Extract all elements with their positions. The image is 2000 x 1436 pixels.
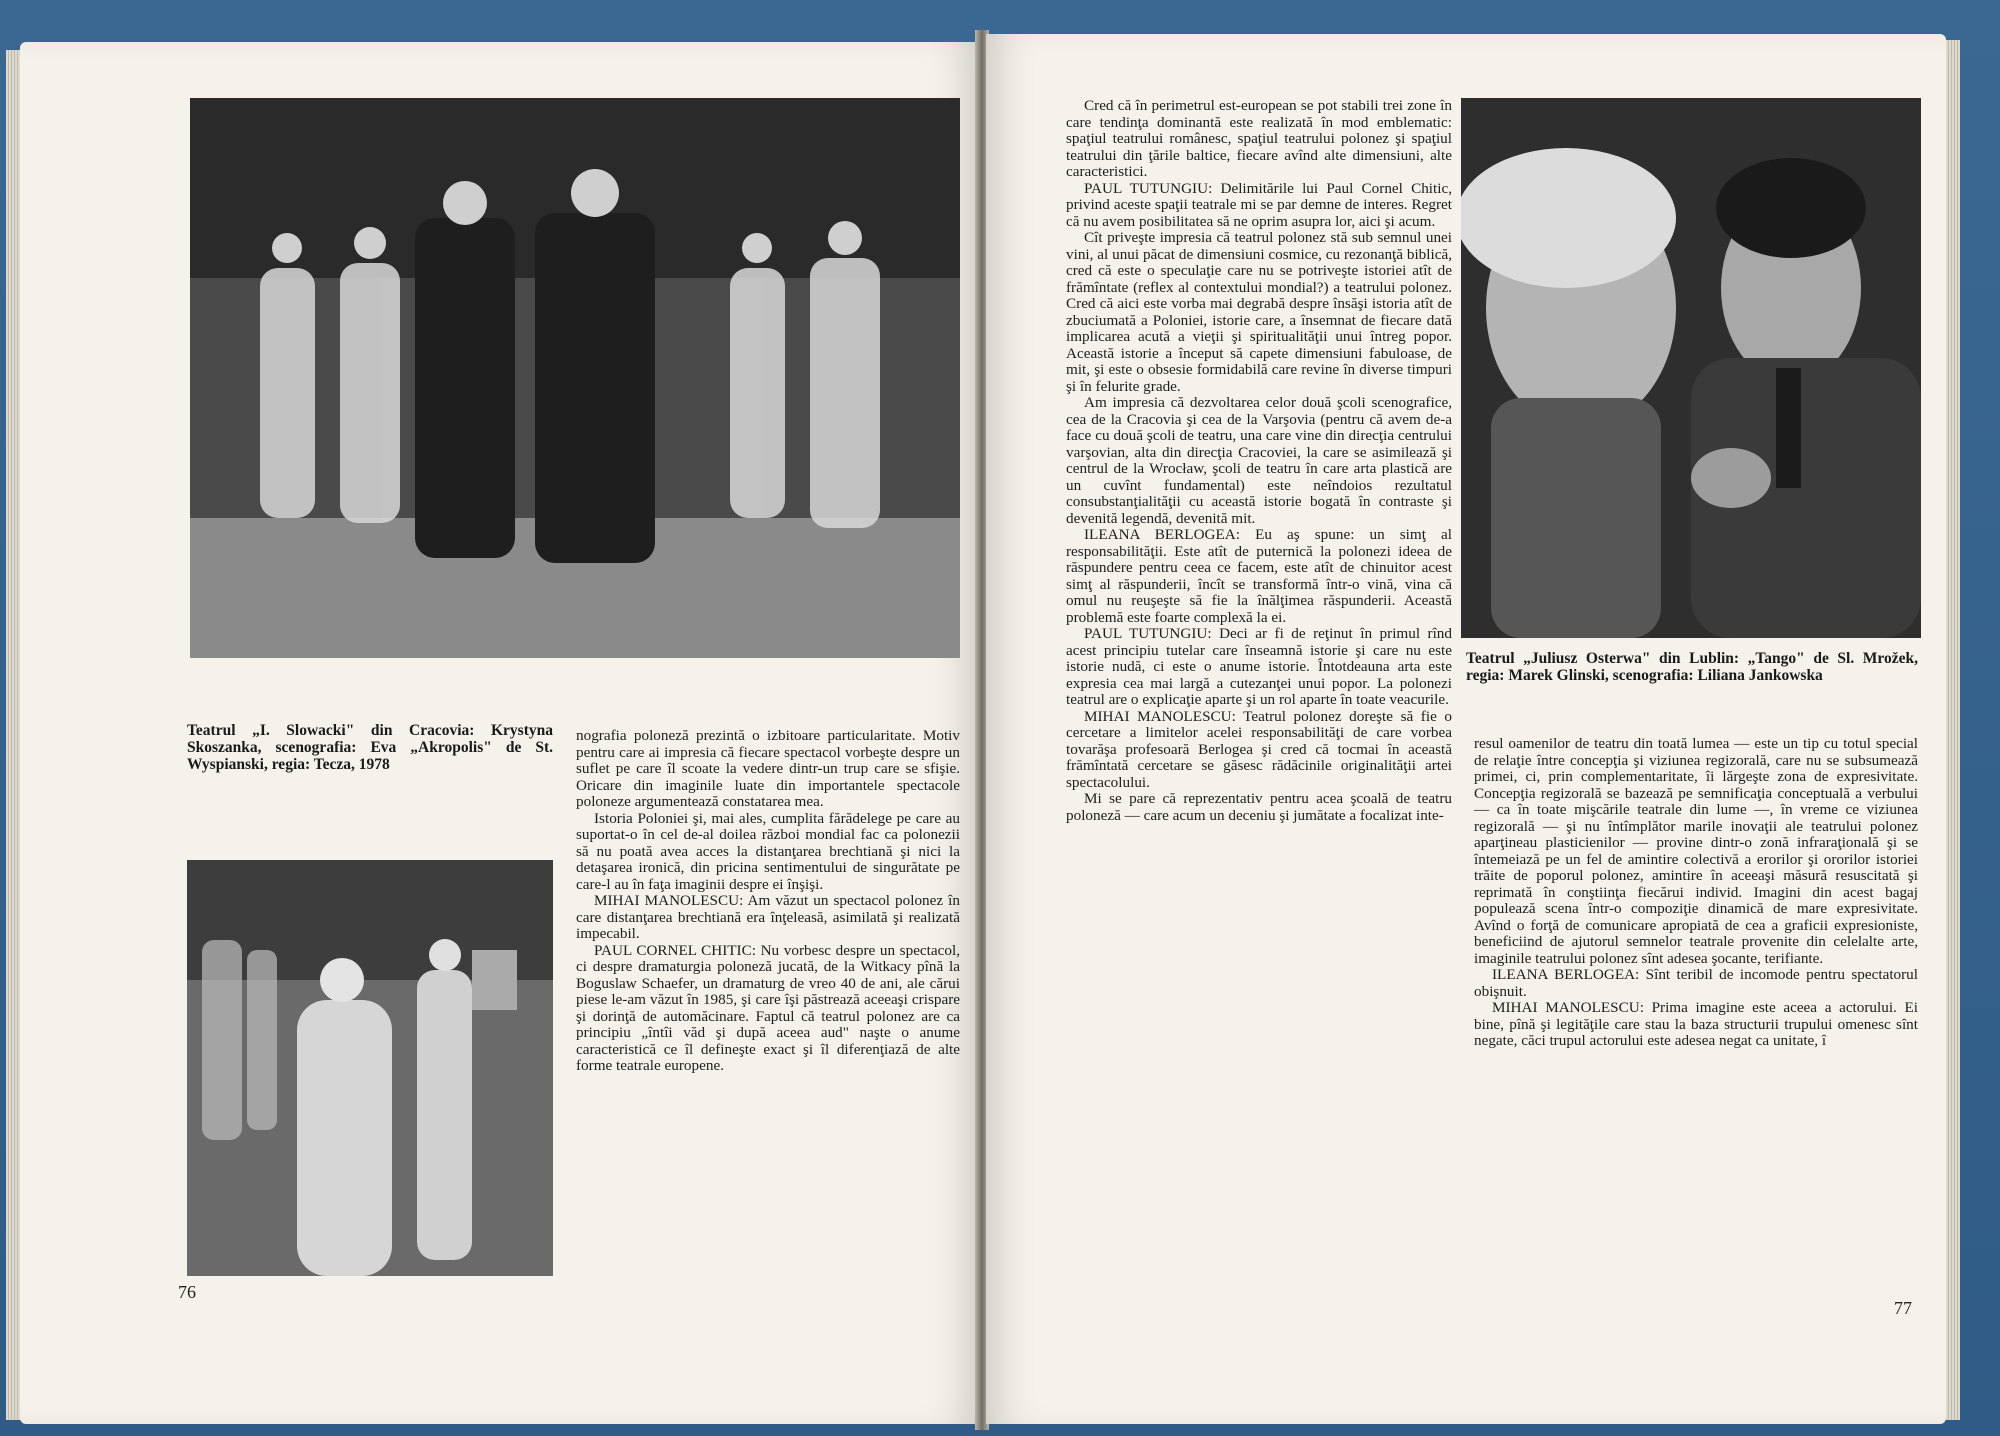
paragraph: ILEANA BERLOGEA: Eu aş spune: un simţ al responsabilităţii. Este atît de puternică la polonezi ideea de răspundere pentru ceea ce facem, este atît de chinuitor acest simţ al răspunderii, încît se transformă într-o vină, vina că omul nu reuşeşte să fie la înălţimea răspunderii. Această problemă este foarte complexă la ei. <box>1066 526 1452 626</box>
photo-caption-akropolis: Teatrul „I. Slowacki" din Cracovia: Krystyna Skoszanka, scenografia: Eva „Akropolis" de St. Wyspianski, regia: Tecza, 1978 <box>187 722 553 773</box>
paragraph: Cred că în perimetrul est-european se pot stabili trei zone în care tendinţa dominantă este realizată în mod emblematic: spaţiul teatrului românesc, spaţiul teatrului polonez şi spaţiul teatrului din ţările baltice, fiecare avînd alte dimensiuni, alte caracteristici. <box>1066 97 1452 180</box>
right-page <box>986 34 1946 1424</box>
paragraph: Mi se pare că reprezentativ pentru acea şcoală de teatru poloneză — care acum un deceniu şi jumătate a focalizat inte- <box>1066 790 1452 824</box>
photo-akropolis-figures <box>190 98 960 658</box>
page-number-left: 76 <box>178 1282 196 1302</box>
theatre-photo-tango <box>1461 98 1921 638</box>
page-edges-right <box>1946 40 1960 1420</box>
right-page-text-column-2 <box>1474 736 1918 1050</box>
paragraph: nografia poloneză prezintă o izbitoare particularitate. Motiv pentru care ai impresia că fiecare spectacol vorbeşte despre un suflet pe care îl scoate la vedere dintr-un trup care se sfişie. Oricare din imaginile luate din importantele spectacole poloneze argumentează constatarea mea. <box>576 727 960 810</box>
left-page <box>20 42 978 1424</box>
paragraph: MIHAI MANOLESCU: Teatrul polonez doreşte să fie o cercetare a limitelor acelei responsabilităţi de care vorbea tovarăşa profesoară Berlogea şi cred că tocmai în această frămîntată cercetare se găsesc rădăcinile originalităţii artei spectacolului. <box>1066 707 1452 791</box>
photo-tango-figures <box>1461 98 1921 638</box>
paragraph: resul oamenilor de teatru din toată lumea — este un tip cu totul special de relaţie între concepţia şi viziunea regizorală, care nu se subsumează primei, ci, prin complementaritate, îi lărgeşte zona de expresivitate. Concepţia regizorală se bazează pe semnificaţia conceptuală a verbului — ca în toate mişcările teatrale din lume —, în vreme ce viziunea regizorală — şi nu întîmplător marile inovaţii ale teatrului polonez aparţineau plasticienilor — provine dintr-o zonă infraraţională şi se întemeiază pe un fel de amintire colectivă a erorilor şi ororilor istoriei trăite de poporul polonez, amintire în aceeaşi măsură resuscitată şi reprimată în conştiinţa fiecărui individ. Imagini din acest bagaj populează scena într-o compoziţie dinamică de mare expresivitate. Avînd o forţă de comunicare apropiată de cea a graficii expresioniste, beneficiind de ajutorul semnelor teatrale provenite din celelalte arte, imaginile teatrului polonez sînt adesea şocante, terifiante. <box>1474 735 1918 967</box>
theatre-photo-akropolis <box>190 98 960 658</box>
paragraph: PAUL CORNEL CHITIC: Nu vorbesc despre un spectacol, ci despre dramaturgia poloneză jucată, de la Witkacy pînă la Boguslaw Schaefer, un dramaturg de vreo 40 de ani, ale cărui piese le-am văzut în 1985, şi care îşi păstrează aceeaşi crispare şi dorinţă de automăcinare. Faptul că teatrul polonez are ca principiu „întîi văd şi după aceea aud" naşte o anume caracteristică ce îl defineşte exact şi îl diferenţiază de alte forme teatrale europene. <box>576 941 960 1074</box>
photo-caption-tango: Teatrul „Juliusz Osterwa" din Lublin: „Tango" de Sl. Mrožek, regia: Marek Glinski, scenografia: Liliana Jankowska <box>1466 650 1918 684</box>
paragraph: PAUL TUTUNGIU: Delimitările lui Paul Cornel Chitic, privind aceste spaţii teatrale mi se par demne de interes. Regret că nu avem posibilitatea să ne oprim asupra lor, aici şi acum. <box>1066 179 1452 230</box>
paragraph: Cît priveşte impresia că teatrul polonez stă sub semnul unei vini, al unui păcat de dimensiuni cosmice, cu rezonanţă biblică, cred că este o speculaţie care nu se potriveşte istoriei atît de frămîntate (reflex al contextului mondial?) a teatrului polonez. Cred că aici este vorba mai degrabă despre însăşi istoria atît de zbuciumată a Poloniei, istorie care, a însemnat de fiecare dată implicarea acută a vieţii şi spiritualităţii unui întreg popor. Această istorie a început să capete dimensiuni fabuloase, de mit, şi este o obsesie formidabilă care revine în diverse timpuri şi în felurite grade. <box>1066 229 1452 395</box>
right-page-text-column-1 <box>1066 98 1452 824</box>
photo-scene-two-figures <box>187 860 553 1276</box>
paragraph: Am impresia că dezvoltarea celor două şcoli scenografice, cea de la Cracovia şi cea de la Varşovia (pentru că avem de-a face cu două şcoli de teatru, una care vine din direcţia centrului varşovian, alta din direcţia Cracoviei, la care se asimilează şi centrul de la Wrocław, şcoli de teatru în care arta plastică are un cuvînt fundamental) este neîndoios rezultatul consubstanţialităţii cu această istorie bogată în contraste şi devenită legendă, devenită mit. <box>1066 394 1452 527</box>
page-number-right: 77 <box>1894 1298 1912 1318</box>
paragraph: MIHAI MANOLESCU: Am văzut un spectacol polonez în care distanţarea brechtiană era înţeleasă, asimilată şi realizată impecabil. <box>576 892 960 942</box>
theatre-photo-scene-two <box>187 860 553 1276</box>
paragraph: PAUL TUTUNGIU: Deci ar fi de reţinut în primul rînd acest principiu tutelar care înseamnă istorie şi care nu este istorie nudă, ci este o anume istorie. Întotdeauna arta este expresia cea mai largă a cutezanţei unui popor. La polonezi teatrul are o explicaţie aparte şi un rol aparte în toate veacurile. <box>1066 625 1452 708</box>
paragraph: ILEANA BERLOGEA: Sînt teribil de incomode pentru spectatorul obişnuit. <box>1474 966 1918 1000</box>
paragraph: MIHAI MANOLESCU: Prima imagine este aceea a actorului. Ei bine, pînă şi legităţile care stau la baza structurii trupului omenesc sînt negate, căci trupul actorului este adesea negat ca unitate, î <box>1474 999 1918 1049</box>
left-page-text-column <box>576 728 960 1075</box>
paragraph: Istoria Poloniei şi, mai ales, cumplita fărădelege pe care au suportat-o în cel de-al doilea război mondial fac ca polonezii să nu poată avea acces la distanţarea brechtiană şi nici la detaşarea ironică, din pricina sentimentului de singurătate pe care-l au în faţa imaginii despre ei înşişi. <box>576 809 960 893</box>
